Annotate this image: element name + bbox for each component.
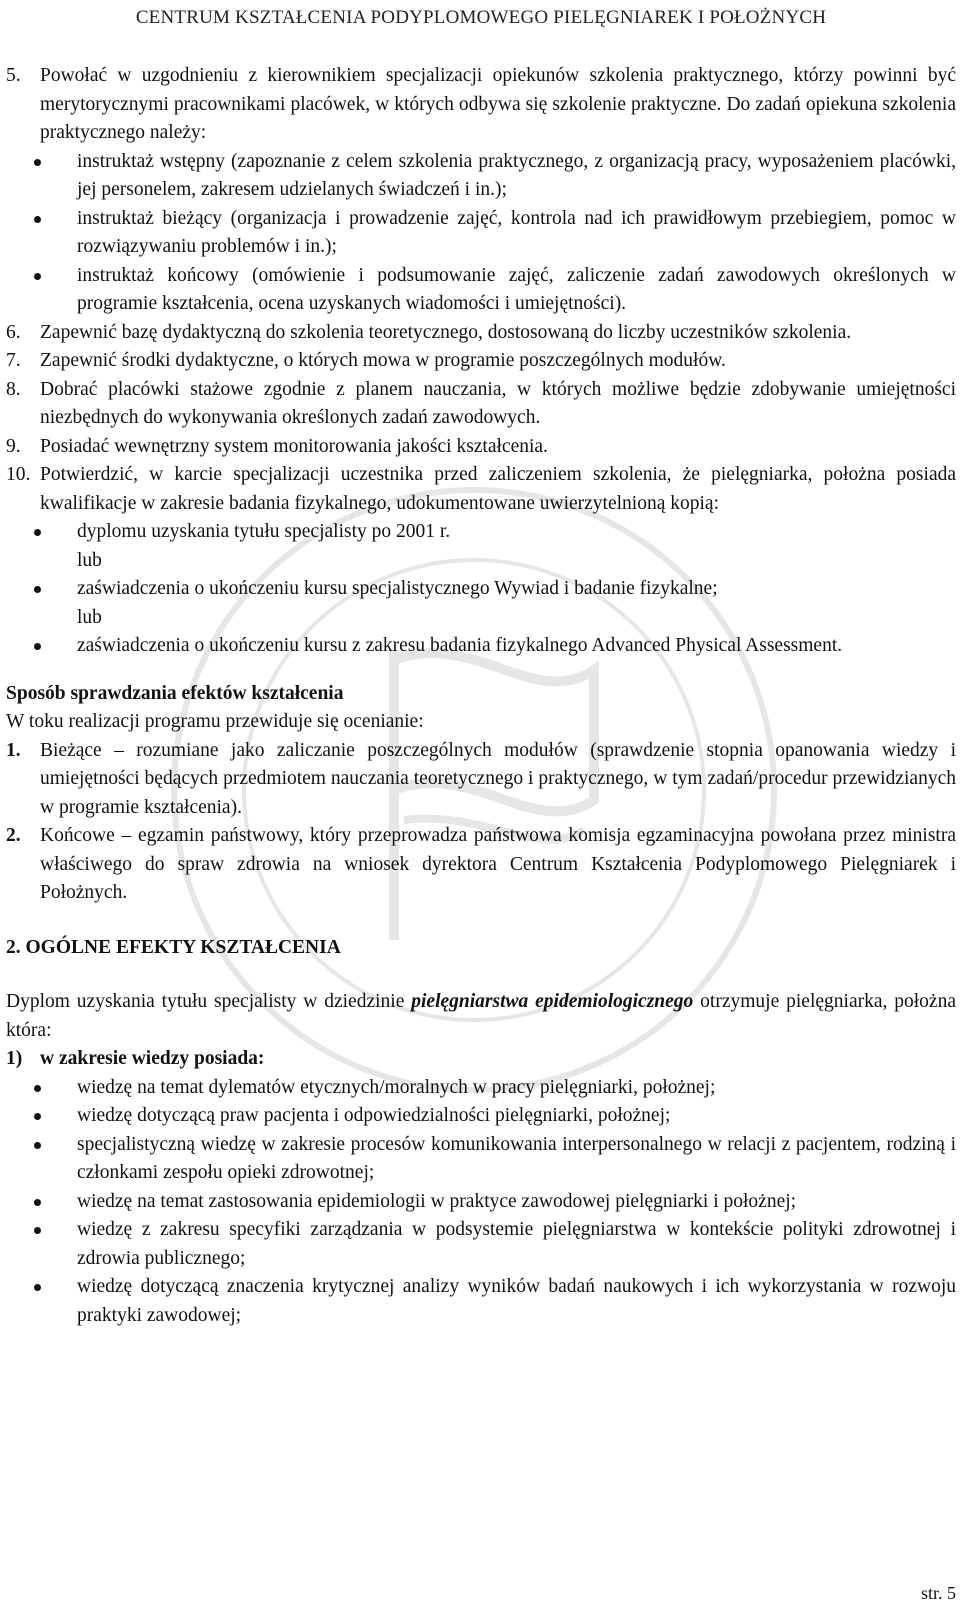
list-number: 5. <box>6 65 21 86</box>
bullet-item: wiedzę na temat dylematów etycznych/moralnych w pracy pielęgniarki, położnej; <box>6 1074 956 1103</box>
or-label: lub <box>77 549 102 571</box>
bullet-item: zaświadczenia o ukończeniu kursu z zakresu badania fizykalnego Advanced Physical Assessment. <box>6 632 956 661</box>
bullet-item: wiedzę na temat zastosowania epidemiologii w praktyce zawodowej pielęgniarki i położnej; <box>6 1188 956 1217</box>
or-label: lub <box>77 606 102 628</box>
list-text: Posiadać wewnętrzny system monitorowania jakości kształcenia. <box>40 435 548 457</box>
list-item-8 <box>6 376 956 433</box>
bullet-item: wiedzę dotyczącą praw pacjenta i odpowiedzialności pielęgniarki, położnej; <box>6 1102 956 1131</box>
list-text: Dobrać placówki stażowe zgodnie z planem nauczania, w których możliwe będzie zdobywanie umiejętności niezbędnych do wykonywania określonych zadań zawodowych. <box>40 378 956 428</box>
list-text: Potwierdzić, w karcie specjalizacji uczestnika przed zaliczeniem szkolenia, że pielęgniarka, położna posiada kwalifikacje w zakresie badania fizykalnego, udokumentowane uwierzytelnioną kopią: <box>40 464 956 514</box>
assessment-heading: Sposób sprawdzania efektów kształcenia <box>6 682 344 704</box>
list-number: 10. <box>6 464 31 485</box>
page-content <box>6 62 956 1330</box>
bullet-item: wiedzę z zakresu specyfiki zarządzania w podsystemie pielęgniarstwa w kontekście polityki zdrowotnej i zdrowia publicznego; <box>6 1216 956 1273</box>
specialty-name: pielęgniarstwa epidemiologicznego <box>411 991 694 1012</box>
list-number: 1. <box>6 739 21 761</box>
list-number: 2. <box>6 825 21 846</box>
subsection-label <box>6 1045 956 1074</box>
assessment-item <box>6 737 956 823</box>
list-text: Zapewnić środki dydaktyczne, o których mowa w programie poszczególnych modułów. <box>40 350 726 371</box>
list-text: Powołać w uzgodnieniu z kierownikiem specjalizacji opiekunów szkolenia praktycznego, którzy powinni być merytorycznymi pracownikami placówek, w których odbywa się szkolenie praktyczne. Do zadań opiekuna szkolenia praktycznego należy: <box>40 65 956 143</box>
list-number: 9. <box>6 435 21 457</box>
intro-text: otrzymuje pielęgniarka, położna która: <box>6 991 956 1041</box>
list-number: 6. <box>6 321 21 343</box>
list-item-7 <box>6 347 956 376</box>
list-number: 7. <box>6 350 21 371</box>
bullet-item: zaświadczenia o ukończeniu kursu specjalistycznego Wywiad i badanie fizykalne; <box>6 575 956 604</box>
assessment-intro: W toku realizacji programu przewiduje się ocenianie: <box>6 711 424 732</box>
list-number: 1) <box>6 1048 23 1069</box>
intro-text: Dyplom uzyskania tytułu specjalisty w dziedzinie <box>6 991 412 1012</box>
list-text: Bieżące – rozumiane jako zaliczanie poszczególnych modułów (sprawdzenie stopnia opanowania wiedzy i umiejętności będących przedmiotem nauczania teoretycznego i praktycznego, w tym zadań/procedur przewidzianych w programie kształcenia). <box>40 739 956 818</box>
bullet-item: instruktaż wstępny (zapoznanie z celem szkolenia praktycznego, z organizacją pracy, wyposażeniem placówki, jej personelem, zakresem udzielanych świadczeń i in.); <box>6 148 956 205</box>
bullet-item: dyplomu uzyskania tytułu specjalisty po 2001 r. <box>6 518 956 547</box>
page-number: str. 5 <box>920 1582 956 1603</box>
list-item-5 <box>6 62 956 148</box>
assessment-item <box>6 822 956 908</box>
bullet-item: specjalistyczną wiedzę w zakresie procesów komunikowania interpersonalnego w relacji z pacjentem, rodziną i członkami zespołu opieki zdrowotnej; <box>6 1131 956 1188</box>
list-item-6 <box>6 319 956 348</box>
page-header: CENTRUM KSZTAŁCENIA PODYPLOMOWEGO PIELĘGNIAREK I POŁOŻNYCH <box>135 7 827 28</box>
bullet-item: wiedzę dotyczącą znaczenia krytycznej analizy wyników badań naukowych i ich wykorzystania w rozwoju praktyki zawodowej; <box>6 1273 956 1330</box>
list-item-10 <box>6 461 956 518</box>
list-number: 8. <box>6 378 21 400</box>
list-text: Zapewnić bazę dydaktyczną do szkolenia teoretycznego, dostosowaną do liczby uczestników szkolenia. <box>40 321 852 343</box>
list-text: Końcowe – egzamin państwowy, który przeprowadza państwowa komisja egzaminacyjna powołana przez ministra właściwego do spraw zdrowia na wniosek dyrektora Centrum Kształcenia Podyplomowego Pielęgniarek i Położnych. <box>40 825 956 903</box>
bullet-item: instruktaż końcowy (omówienie i podsumowanie zajęć, zaliczenie zadań zawodowych określonych w programie kształcenia, ocena uzyskanych wiadomości i umiejętności). <box>6 262 956 319</box>
subsection-text: w zakresie wiedzy posiada: <box>40 1048 265 1069</box>
bullet-item: instruktaż bieżący (organizacja i prowadzenie zajęć, kontrola nad ich prawidłowym przebiegiem, pomoc w rozwiązywaniu problemów i in.); <box>6 205 956 262</box>
list-item-9 <box>6 433 956 462</box>
section-intro <box>6 988 956 1045</box>
document-page <box>6 0 956 1617</box>
section-heading: 2. OGÓLNE EFEKTY KSZTAŁCENIA <box>6 936 341 958</box>
